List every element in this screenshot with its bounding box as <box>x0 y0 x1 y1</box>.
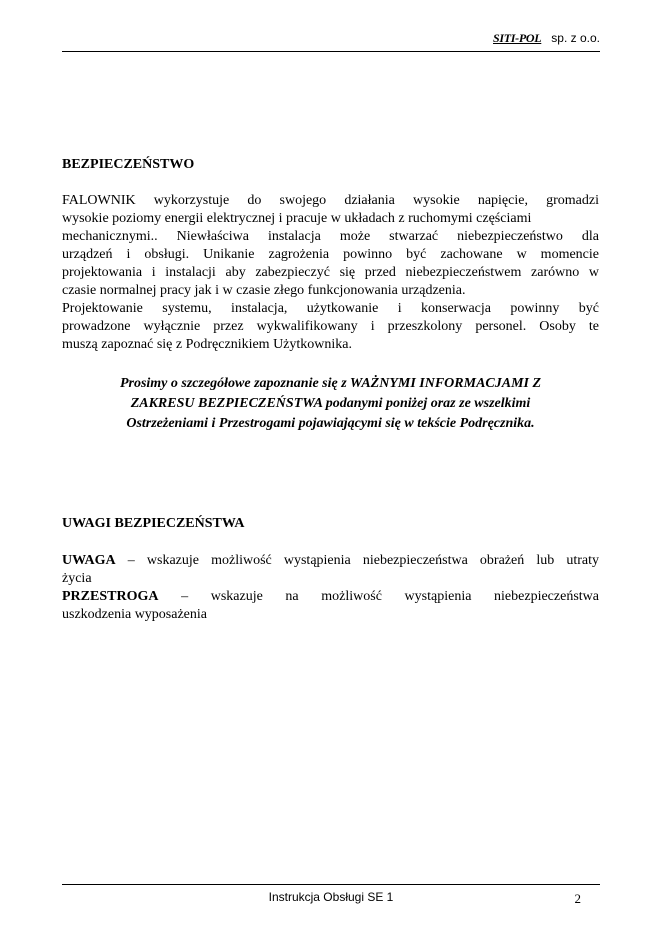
page-number: 2 <box>574 891 581 906</box>
paragraph-line: projektowania i instalacji aby zabezpieczyć się przed niebezpieczeństwem zarówno w <box>62 265 599 280</box>
paragraph-line: wysokie poziomy energii elektrycznej i pracuje w układach z ruchomymi częściami <box>62 211 532 226</box>
paragraph-line: czasie normalnej pracy jak i w czasie złego funkcjonowania urządzenia. <box>62 283 466 298</box>
section-title-safety: BEZPIECZEŃSTWO <box>62 157 195 172</box>
section-title-safety-notes: UWAGI BEZPIECZEŃSTWA <box>62 516 245 531</box>
company-suffix: sp. z o.o. <box>551 31 600 45</box>
page-header <box>62 0 600 52</box>
paragraph-line: FALOWNIK wykorzystuje do swojego działania wysokie napięcie, gromadzi <box>62 193 599 208</box>
paragraph-line: prowadzone wyłącznie przez wykwalifikowany i przeszkolony personel. Osoby te <box>62 319 599 334</box>
page-footer <box>62 884 600 925</box>
definition-line <box>62 588 599 606</box>
uwaga-text-1: – wskazuje możliwość wystąpienia niebezpieczeństwa obrażeń lub utraty <box>115 553 599 568</box>
notice-line: Ostrzeżeniami i Przestrogami pojawiającymi się w tekście Podręcznika. <box>126 416 535 431</box>
paragraph-line: muszą zapoznać się z Podręcznikiem Użytkownika. <box>62 337 353 352</box>
przestroga-text-2: uszkodzenia wyposażenia <box>62 607 207 622</box>
company-logo: SITI-POL <box>493 31 542 45</box>
paragraph-line: urządzeń i obsługi. Unikanie zagrożenia powinno być zachowane w momencie <box>62 247 599 262</box>
uwaga-text-2: życia <box>62 571 92 586</box>
przestroga-text-1: – wskazuje na możliwość wystąpienia niebezpieczeństwa <box>158 589 599 604</box>
term-przestroga: PRZESTROGA <box>62 589 159 604</box>
notice-line: Prosimy o szczegółowe zapoznanie się z WAŻNYMI INFORMACJAMI Z <box>119 376 542 391</box>
definition-line <box>62 552 599 570</box>
company-brand <box>493 31 600 46</box>
paragraph-line: mechanicznymi.. Niewłaściwa instalacja może stwarzać niebezpieczeństwo dla <box>62 229 599 244</box>
safety-paragraph <box>62 192 599 354</box>
notice-line: ZAKRESU BEZPIECZEŃSTWA podanymi poniżej oraz ze wszelkimi <box>130 396 531 411</box>
term-uwaga: UWAGA <box>62 553 116 568</box>
safety-notice <box>62 374 599 434</box>
document-title: Instrukcja Obsługi SE 1 <box>268 890 394 904</box>
paragraph-line: Projektowanie systemu, instalacja, użytkowanie i konserwacja powinny być <box>62 301 599 316</box>
definition-przestroga <box>62 588 599 624</box>
definition-uwaga <box>62 552 599 588</box>
